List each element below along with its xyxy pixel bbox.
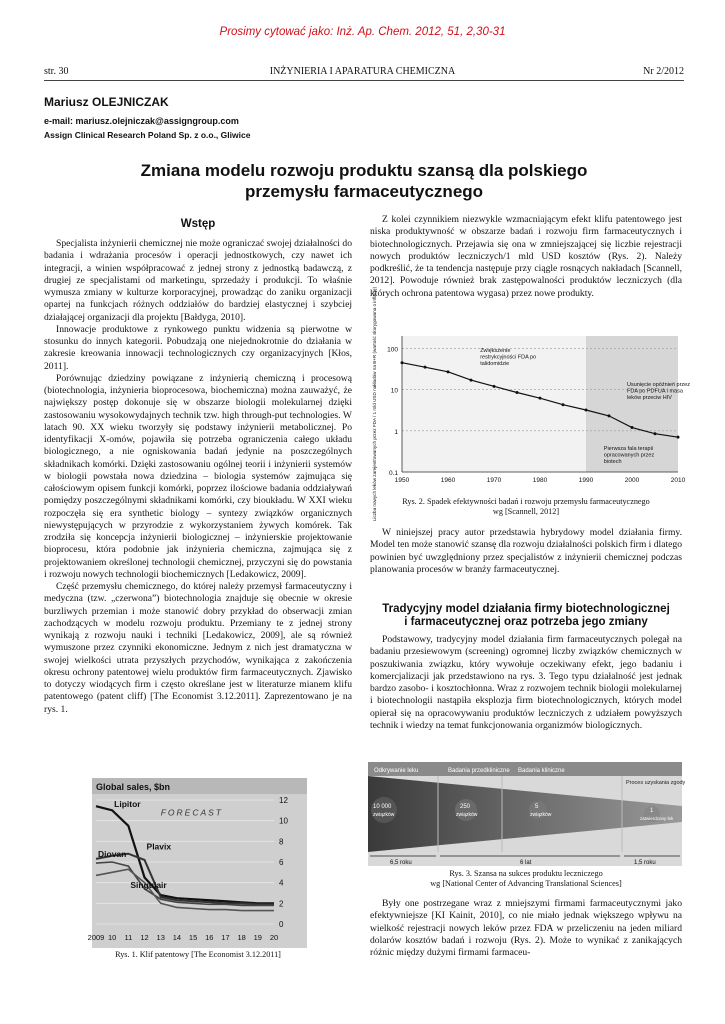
- data-point: [539, 397, 542, 400]
- data-point: [424, 366, 427, 369]
- section-model-heading: [370, 603, 682, 629]
- x-tick-label: 12: [140, 933, 149, 942]
- series-label: Lipitor: [114, 799, 141, 810]
- header-rule: [44, 80, 684, 81]
- y-tick-label: 10: [390, 387, 398, 395]
- section-intro-heading: Wstęp: [180, 218, 216, 230]
- figure-3: [368, 762, 686, 866]
- y-tick-label: 100: [387, 346, 398, 354]
- journal-name: INŻYNIERIA I APARATURA CHEMICZNA: [269, 66, 456, 77]
- data-point: [654, 432, 657, 435]
- left-column-text: [44, 238, 352, 716]
- data-point: [401, 361, 404, 364]
- x-tick-label: 2010: [670, 477, 686, 484]
- heading-line: Tradycyjny model działania firmy biotechnologicznej: [382, 603, 670, 615]
- paragraph: W niniejszej pracy autor przedstawia hybrydowy model działania firmy. Model ten może stanowić szansę dla rozwoju działalności polskich firm i dlatego powinien być uwzględniony przez specjalistów z inżynierii chemicznej podczas planowania procesów w branży farmaceutycznej.: [370, 527, 682, 575]
- stage-label: Badania przedkliniczne: [448, 768, 510, 774]
- x-tick-label: 1990: [578, 477, 594, 484]
- data-point: [516, 391, 519, 394]
- chart-title: Global sales, $bn: [96, 782, 171, 792]
- x-tick-label: 19: [253, 933, 262, 942]
- count-label: związków: [530, 812, 552, 818]
- duration-label: 6 lat: [520, 860, 532, 866]
- data-point: [447, 370, 450, 373]
- y-tick-label: 4: [279, 878, 284, 888]
- right-column-text-3: [370, 634, 682, 732]
- stage-label: Odkrywanie leku: [374, 768, 419, 774]
- figure-2-caption: [370, 497, 682, 517]
- x-tick-label: 2009: [87, 933, 105, 942]
- series-label: Plavix: [146, 841, 172, 852]
- count-circle: [371, 797, 397, 823]
- patent-cliff-chart: [87, 778, 307, 948]
- right-column-text-4: [370, 898, 682, 959]
- x-tick-label: 1970: [486, 477, 502, 484]
- y-tick-label: 8: [279, 837, 284, 847]
- title-line-1: Zmiana modelu rozwoju produktu szansą dla polskiego: [140, 161, 588, 180]
- x-tick-label: 1950: [394, 477, 410, 484]
- count-value: 10 000: [373, 804, 392, 810]
- citation: Prosimy cytować jako: Inż. Ap. Chem. 2012, 51, 2,30-31: [219, 26, 506, 38]
- x-tick-label: 13: [156, 933, 165, 942]
- title-line-2: przemysłu farmaceutycznego: [244, 182, 484, 201]
- author-name: Mariusz OLEJNICZAK: [44, 95, 169, 109]
- count-value: 250: [460, 804, 471, 810]
- caption-line: wg [National Center of Advancing Translational Sciences]: [430, 879, 622, 888]
- paragraph: Innowacje produktowe z rynkowego punktu widzenia są pierwotne w stosunku do innych kategorii. Pobudzają one niejednokrotnie do działania w zakresie kreowania innowacji technologicznych czy organizacyjnych [Kłos, 2011].: [44, 323, 352, 372]
- figure-3-caption: [370, 869, 682, 889]
- right-column-text-2: [370, 527, 682, 576]
- data-point: [470, 379, 473, 382]
- annotation-biotech: Pierwsza fala terapii opracowanych przez biotech: [603, 446, 655, 465]
- page-number: str. 30: [44, 66, 69, 77]
- count-value: 1: [650, 808, 654, 814]
- x-tick-label: 20: [269, 933, 279, 942]
- stage-label: Proces uzyskania zgody: [626, 780, 686, 786]
- y-tick-label: 10: [279, 816, 288, 826]
- x-tick-label: 16: [205, 933, 214, 942]
- count-label: związków: [373, 812, 395, 818]
- figure-1-caption: Rys. 1. Klif patentowy [The Economist 3.12.2011]: [115, 950, 281, 959]
- caption-line: Rys. 2. Spadek efektywności badań i rozwoju przemysłu farmaceutycznego: [402, 497, 650, 506]
- x-tick-label: 1980: [532, 477, 548, 484]
- duration-label: 6,5 roku: [390, 860, 412, 866]
- author-affiliation: Assign Clinical Research Poland Sp. z o.o., Gliwice: [44, 130, 251, 140]
- caption-line: wg [Scannell, 2012]: [492, 507, 560, 516]
- drug-funnel-diagram: [368, 762, 686, 866]
- heading-line: i farmaceutycznej oraz potrzeba jego zmiany: [404, 616, 648, 628]
- annotation-thalidomide: Zwiększenie restrykcyjności FDA po talidomidzie: [480, 348, 537, 367]
- x-tick-label: 18: [237, 933, 246, 942]
- x-tick-label: 1960: [440, 477, 456, 484]
- x-tick-label: 10: [108, 933, 117, 942]
- y-tick-label: 6: [279, 858, 284, 867]
- count-value: 5: [535, 804, 539, 810]
- paragraph: Były one postrzegane wraz z mniejszymi firmami farmaceutycznymi jako efektywniejsze [KI Kainit, 2010], co nie miało jednak większego wpływu na wielkość rejestracji nowych leków przez FDA w przeliczeniu na jeden miliard dolarów kosztów badań i rozwoju (Rys. 2). Może to wynikać z zanikających różnic między dużymi firmami farmaceu-: [370, 898, 682, 958]
- x-tick-label: 17: [221, 933, 230, 942]
- x-tick-label: 14: [172, 933, 182, 942]
- count-label: związków: [456, 812, 478, 818]
- caption-line: Rys. 3. Szansa na sukces produktu leczniczego: [449, 869, 603, 878]
- data-point: [608, 414, 611, 417]
- x-tick-label: 11: [124, 933, 133, 942]
- y-tick-label: 1: [394, 428, 398, 436]
- figure-1: [87, 778, 307, 948]
- series-label: Diovan: [98, 848, 127, 859]
- y-axis-label: Liczba nowych leków zarejestrowanych przez FDA / 1 mld USD nakładów na B+R (wartość skorygowana o inflację): [372, 286, 377, 522]
- article-title: [44, 160, 684, 202]
- y-tick-label: 2: [279, 899, 284, 909]
- data-point: [585, 408, 588, 411]
- paragraph: Porównując dziedziny powiązane z inżynierią chemiczną i procesową (biotechnologia, inżynieria bioprocesowa, biochemiczna) można zauważyć, że największy postęp dokonuje się w obszarze biologii molekularnej dzięki zastosowaniu wysokowydajnych technik tzw. high through-put technologies. W latach 90. XX wieku tworzyły się podstawy inżynierii metabolicznej. Po identyfikacji X-omów, pojawiła się potrzeba ograniczenia całego układu biologicznego, a nie ogniskowania badań jedynie na poszczególnych składnikach komórki. Dzięki zastosowaniu ogólnej teorii i inżynierii systemów w biologii powstała nowa dziedzina – biologia systemów zajmująca się całościowym opisem funkcji komórki, poprzez ilościowe badania oddziaływań pomiędzy poszczególnymi składnikami komórki, czy bioukładu. W XXI wieku rozpoczęła się era synthetic biology – syntezy związków organicznych niewystępujących w przyrodzie z wykorzystaniem żywych komórek. Tak zrodziła się koncepcja inżynierii biologicznej – inżynierskie projektowanie bioprocesu, która podobnie jak inżynieria chemiczna, zajmująca się z projektowaniem określonej technologii chemicznej, przyczyni się do powstania i rozwoju nowych technologii biochemicznych [Ledakowicz, 2009].: [44, 372, 352, 580]
- data-point: [493, 385, 496, 388]
- data-point: [677, 436, 680, 439]
- stage-label: Badania kliniczne: [518, 768, 565, 774]
- paragraph: Specjalista inżynierii chemicznej nie może ograniczać swojej działalności do badania i wdrażania procesów i operacji jednostkowych, czy nawet ich integracji, a winien współpracować z jednej strony z jednostką badawczą, z drugiej ze specjalistami od marketingu, sprzedaży i produkcji. To właśnie wymusza zmiany w kulturze korporacyjnej, prowadząc do zaniku organizacji opartej na funkcjach różnych oddziałów do bardziej elastycznej i szybciej działającej organizacji dla projektu [Bałdyga, 2010].: [44, 238, 352, 323]
- paragraph: Z kolei czynnikiem niezwykle wzmacniającym efekt klifu patentowego jest niska produktywność w obszarze badań i rozwoju firm farmaceutycznych i biotechnologicznych. Przejawia się ona w zmniejszającej się liczbie rejestracji nowych produktów leczniczych/1 mld USD kosztów (Rys. 2). Należy podkreślić, że ta tendencja następuje przy ciągle rosnących nakładach [Scannell, 2012]. Powoduje również brak zastępowalności produktów leczniczych (dla których ochrona patentowa wygasa) przez nowe produkty.: [370, 214, 682, 299]
- annotation-pdufa: Usunięcie opóźnień przez FDA po PDFUA i masa leków przeciw HIV: [627, 382, 690, 401]
- author-email: e-mail: mariusz.olejniczak@assigngroup.com: [44, 116, 239, 126]
- paragraph: Podstawowy, tradycyjny model działania firm farmaceutycznych polegał na badaniu przesiewowym (screening) ogromnej liczby związków chemicznych w poszukiwania związku, który wywołuje oczekiwany efekt, jego badaniu i komercjalizacji jak przedstawiono na rys. 3. Tego typu działalność jest jednak bardzo zasobo- i kosztochłonna. Wraz z rozwojem technik biologii molekularnej i biotechnologii nastąpiła eksplozja firm biotechnologicznych, których model opierał się na opracowywaniu produktów leczniczych z udziałem powyższych technik i wiedzy na temat funkcjonowania organizmów biologicznych.: [370, 634, 682, 731]
- y-tick-label: 0: [279, 920, 284, 929]
- x-tick-label: 15: [188, 933, 198, 942]
- y-tick-label: 12: [279, 796, 288, 805]
- issue-number: Nr 2/2012: [643, 66, 684, 77]
- data-point: [631, 426, 634, 429]
- count-label: zatwierdzony lek: [640, 816, 674, 821]
- right-column-text-1: [370, 214, 682, 300]
- data-point: [562, 403, 565, 406]
- y-tick-label: 0.1: [388, 470, 398, 477]
- paragraph: Część przemysłu chemicznego, do której należy przemysł farmaceutyczny i medyczna (tzw. „czerwona”) biotechnologia znajduje się obecnie w okresie burzliwych przemian i może stanowić dobry przykład do obserwacji zmian zachodzących w modelu rozwoju produktu. Przemiany te z jednej strony wynikają z rozwoju nauki i techniki [Ledakowicz, 2009], ale są również wymuszone przez czynniki ekonomiczne. Jednym z nich jest dramatyczna w swojej wielkości utrata przyszłych przychodów, wynikająca z zakończenia okresu ochrony patentowej wielu produktów firm farmaceutycznych. Zjawisko to dotyczy wiodących firm i często określane jest w literaturze mianem klifu patentowego (patent cliff) [The Economist 3.12.2011]. Zaprezentowano je na rys. 1.: [44, 581, 352, 715]
- series-label: Singulair: [130, 879, 167, 890]
- x-tick-label: 2000: [624, 477, 640, 484]
- forecast-label: FORECAST: [160, 807, 224, 818]
- duration-label: 1,5 roku: [634, 860, 656, 866]
